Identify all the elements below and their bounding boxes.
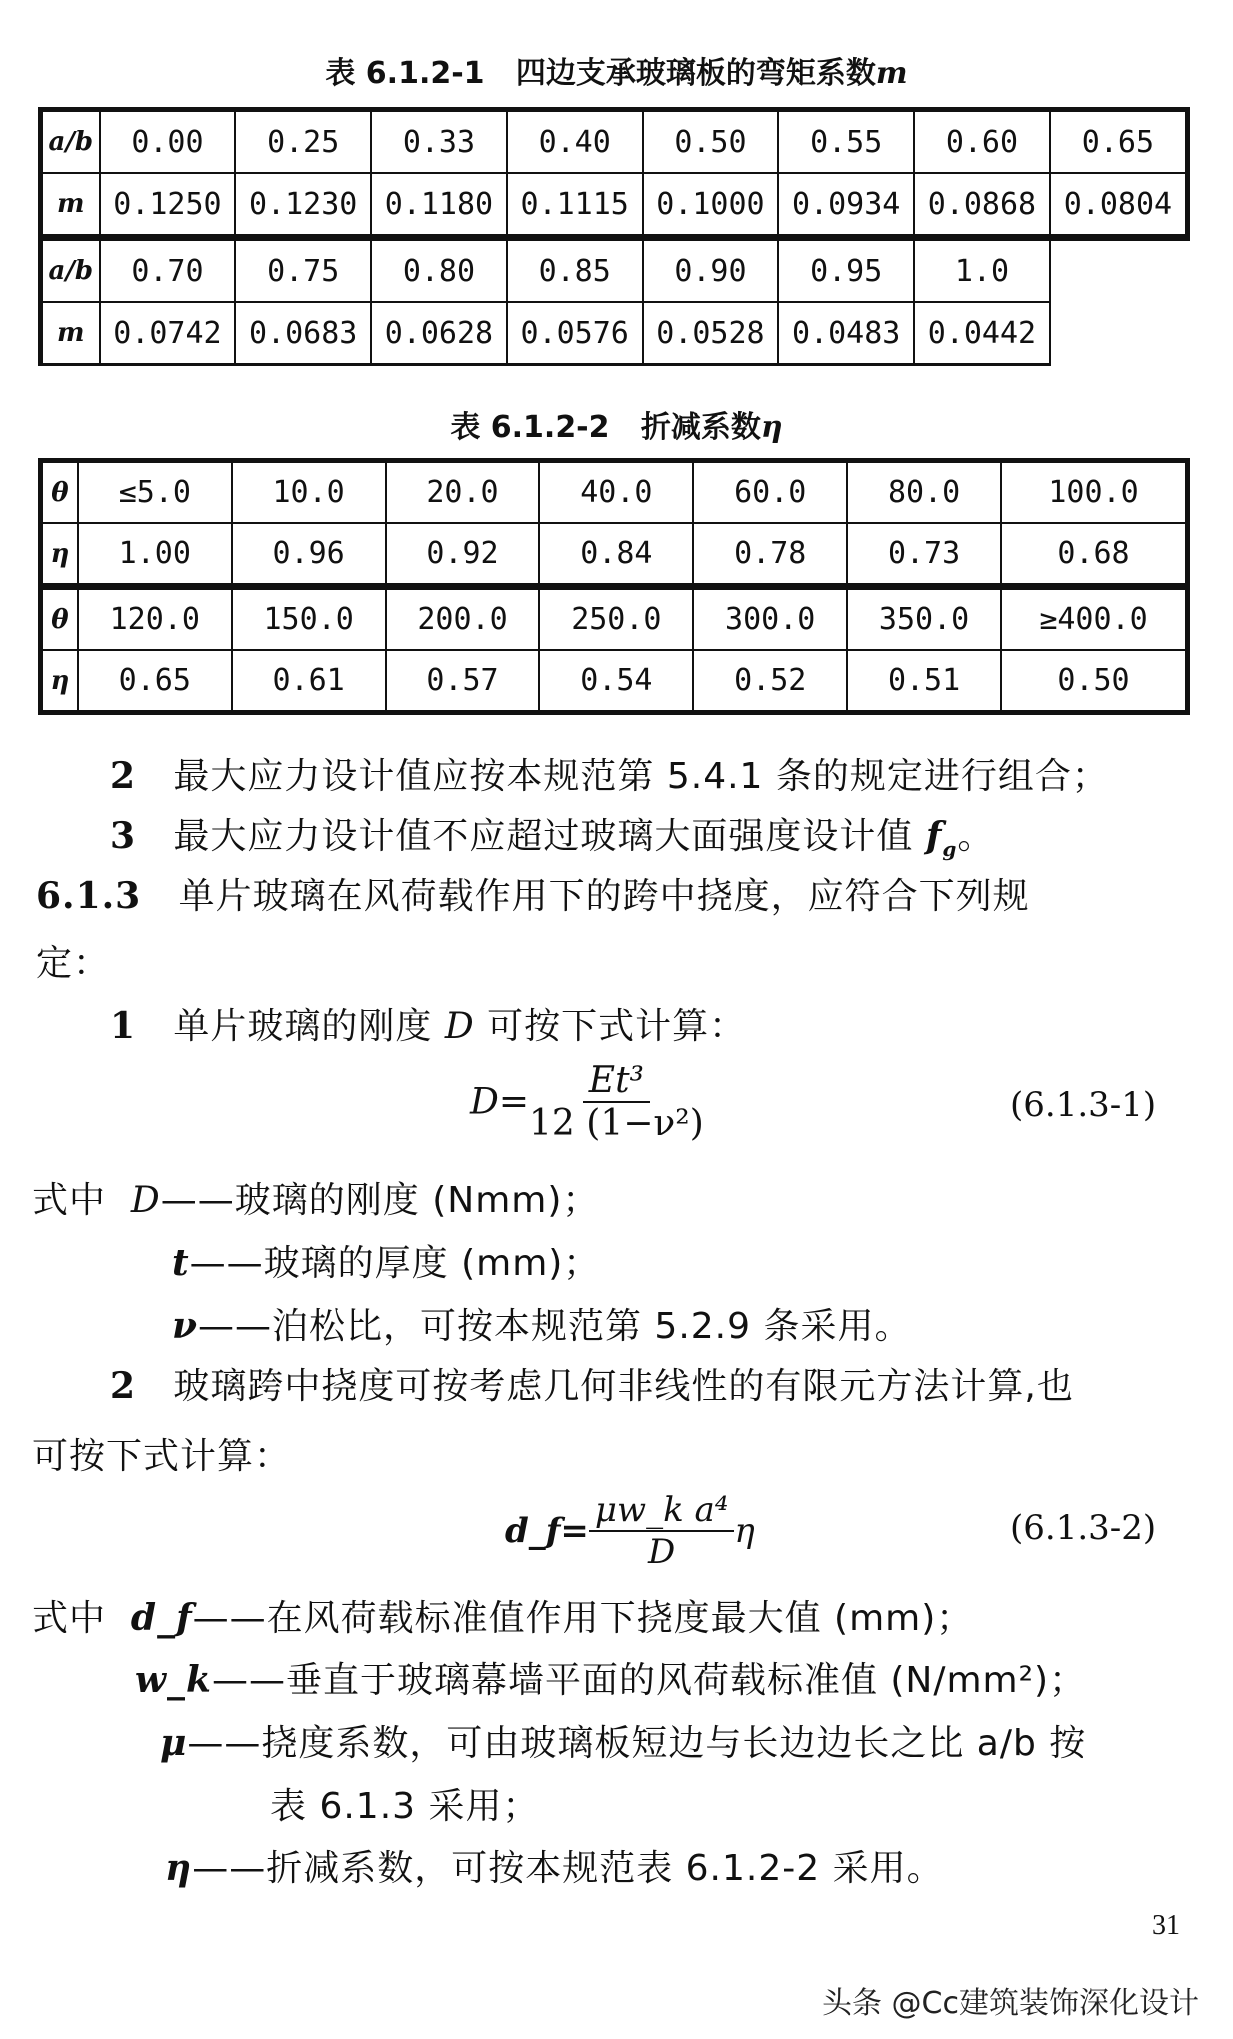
item-number: 2 [110, 755, 137, 797]
definition-text: ——玻璃的刚度 (Nmm)； [160, 1180, 600, 1221]
table2-caption-number: 表 6.1.2-2 [450, 410, 610, 445]
definition-text: ——泊松比，可按本规范第 5.2.9 条采用。 [197, 1306, 912, 1347]
symbol-D: D [130, 1180, 161, 1221]
table-cell: 0.80 [371, 238, 507, 303]
table-cell: 0.0804 [1050, 173, 1188, 238]
equation-numerator: Et³ [583, 1060, 650, 1103]
equation-denominator: D [648, 1532, 676, 1572]
table-cell: 0.0683 [235, 302, 371, 365]
where-label: 式中 [32, 1598, 107, 1639]
table-cell: 0.50 [643, 110, 779, 174]
definition-wk [135, 1652, 1086, 1703]
table-row [41, 110, 1188, 174]
section-text: 单片玻璃在风荷载作用下的跨中挠度，应符合下列规 [178, 876, 1030, 917]
equation-number-1: (6.1.3-1) [1010, 1085, 1157, 1125]
table-cell: 0.85 [507, 238, 643, 303]
subscript-g: g [942, 837, 958, 862]
table-cell: 40.0 [539, 461, 693, 524]
definition-text: ——在风荷载标准值作用下挠度最大值 (mm)； [192, 1598, 974, 1639]
table-cell: 0.75 [235, 238, 371, 303]
section-number: 6.1.3 [36, 875, 142, 917]
sub-item-2-continuation: 可按下式计算： [32, 1436, 292, 1477]
table-cell: 0.00 [100, 110, 236, 174]
table-cell: 80.0 [847, 461, 1001, 524]
table-cell: 0.0628 [371, 302, 507, 365]
sub-item-2-paragraph [110, 1358, 1074, 1409]
symbol-wk: w_k [135, 1659, 212, 1701]
table-cell: 0.73 [847, 523, 1001, 587]
table-cell: 0.0576 [507, 302, 643, 365]
symbol-v: ν [172, 1305, 198, 1347]
item-text: 玻璃跨中挠度可按考虑几何非线性的有限元方法计算,也 [173, 1366, 1074, 1407]
item-number: 1 [110, 1005, 137, 1047]
table-cell: ≥400.0 [1001, 587, 1188, 651]
equation-6-1-3-1 [470, 1060, 704, 1144]
row-label: η [41, 523, 78, 587]
table-row [41, 302, 1188, 365]
table-bending-moment-coefficient [38, 107, 1190, 366]
table-cell: 0.96 [232, 523, 386, 587]
table-cell: 1.00 [78, 523, 232, 587]
period: 。 [957, 816, 995, 857]
symbol-t: t [172, 1242, 190, 1284]
table1-caption [0, 48, 1233, 92]
symbol-df: d_f [130, 1597, 193, 1639]
item-text: 单片玻璃的刚度 [173, 1006, 445, 1047]
table2-caption [0, 402, 1233, 446]
table-cell: 60.0 [693, 461, 847, 524]
table-cell: 0.65 [78, 650, 232, 713]
row-label: m [41, 302, 100, 365]
table-reduction-factor [38, 458, 1190, 715]
table-cell: 0.51 [847, 650, 1001, 713]
definition-text: ——折减系数，可按本规范表 6.1.2-2 采用。 [192, 1848, 944, 1889]
table-cell: 0.68 [1001, 523, 1188, 587]
symbol-D: D [444, 1006, 475, 1047]
table-row [41, 173, 1188, 238]
table-cell: 0.90 [643, 238, 779, 303]
item-3-paragraph [110, 808, 994, 861]
equation-lhs: D= [470, 1081, 530, 1123]
table-cell: 0.33 [371, 110, 507, 174]
where-label: 式中 [32, 1180, 107, 1221]
definition-df [32, 1590, 973, 1641]
table-cell: 10.0 [232, 461, 386, 524]
table-cell: 350.0 [847, 587, 1001, 651]
table-cell: 0.0528 [643, 302, 779, 365]
equation-6-1-3-2 [505, 1490, 755, 1572]
table-cell: 0.60 [914, 110, 1050, 174]
item-text: 最大应力设计值不应超过玻璃大面强度设计值 [173, 816, 926, 857]
empty-cell [1050, 302, 1188, 365]
definition-text: ——垂直于玻璃幕墙平面的风荷载标准值 (N/mm²)； [211, 1660, 1087, 1701]
table-cell: 0.95 [778, 238, 914, 303]
table-cell: 0.78 [693, 523, 847, 587]
item-number: 2 [110, 1365, 137, 1407]
row-label: η [41, 650, 78, 713]
table-cell: 0.0483 [778, 302, 914, 365]
definition-v [172, 1298, 911, 1349]
table-cell: 200.0 [386, 587, 540, 651]
table-cell: 0.1000 [643, 173, 779, 238]
table-cell: 0.84 [539, 523, 693, 587]
definition-mu [160, 1715, 1086, 1766]
item-text: 最大应力设计值应按本规范第 5.4.1 条的规定进行组合； [173, 756, 1109, 797]
table-cell: 0.1180 [371, 173, 507, 238]
symbol-eta: η [165, 1847, 193, 1889]
table-row [41, 238, 1188, 303]
table-cell: 1.0 [914, 238, 1050, 303]
table-row [41, 523, 1188, 587]
item-2-paragraph [110, 748, 1109, 799]
table-cell: 0.61 [232, 650, 386, 713]
table1-caption-number: 表 6.1.2-1 [325, 56, 485, 91]
row-label: a/b [41, 238, 100, 303]
table-cell: 0.1230 [235, 173, 371, 238]
table1-caption-text: 四边支承玻璃板的弯矩系数 [515, 56, 876, 91]
table-cell: 0.0742 [100, 302, 236, 365]
section-6-1-3-heading [36, 868, 1030, 919]
table-row [41, 650, 1188, 713]
table-cell: 0.50 [1001, 650, 1188, 713]
table-cell: 0.0934 [778, 173, 914, 238]
table-row [41, 587, 1188, 651]
definition-text: ——挠度系数，可由玻璃板短边与长边边长之比 a/b 按 [187, 1723, 1087, 1764]
equation-number-2: (6.1.3-2) [1010, 1508, 1157, 1548]
definition-t [172, 1235, 600, 1286]
item-number: 3 [110, 815, 137, 857]
table-cell: 300.0 [693, 587, 847, 651]
item-text-end: 可按下式计算： [474, 1006, 747, 1047]
table-cell: 250.0 [539, 587, 693, 651]
equation-eta: η [734, 1511, 755, 1551]
table-cell: 0.52 [693, 650, 847, 713]
table-cell: 0.1115 [507, 173, 643, 238]
definition-text: ——玻璃的厚度 (mm)； [189, 1243, 601, 1284]
table-cell: 0.54 [539, 650, 693, 713]
table-row [41, 461, 1188, 524]
symbol-mu: μ [160, 1722, 188, 1764]
table-cell: 100.0 [1001, 461, 1188, 524]
table-cell: 0.57 [386, 650, 540, 713]
table2-caption-text: 折减系数 [640, 410, 761, 445]
definition-mu-continuation: 表 6.1.3 采用； [270, 1786, 540, 1827]
table-cell: 150.0 [232, 587, 386, 651]
table-cell: 0.65 [1050, 110, 1188, 174]
table-cell: 120.0 [78, 587, 232, 651]
symbol-f: f [925, 815, 943, 857]
table-cell: 0.92 [386, 523, 540, 587]
equation-lhs: d_f= [505, 1511, 589, 1551]
table-cell: 0.40 [507, 110, 643, 174]
equation-denominator: 12 (1−ν²) [529, 1103, 704, 1144]
page-number: 31 [1152, 1910, 1180, 1941]
equation-numerator: μw_k a⁴ [589, 1490, 735, 1532]
table-cell: 20.0 [386, 461, 540, 524]
row-label: a/b [41, 110, 100, 174]
watermark: 头条 @Cc建筑装饰深化设计 [822, 1986, 1199, 2021]
empty-cell [1050, 238, 1188, 303]
definition-D [32, 1172, 599, 1223]
table-cell: 0.0868 [914, 173, 1050, 238]
section-text-continuation: 定： [36, 943, 111, 984]
table-cell: 0.55 [778, 110, 914, 174]
table-cell: 0.25 [235, 110, 371, 174]
table-cell: 0.1250 [100, 173, 236, 238]
table-cell: 0.0442 [914, 302, 1050, 365]
table-cell: ≤5.0 [78, 461, 232, 524]
row-label: θ [41, 587, 78, 651]
table1-caption-symbol: m [875, 56, 908, 91]
sub-item-1-paragraph [110, 998, 746, 1049]
table2-caption-symbol: η [760, 410, 783, 445]
table-cell: 0.70 [100, 238, 236, 303]
definition-eta [165, 1840, 944, 1891]
row-label: m [41, 173, 100, 238]
row-label: θ [41, 461, 78, 524]
